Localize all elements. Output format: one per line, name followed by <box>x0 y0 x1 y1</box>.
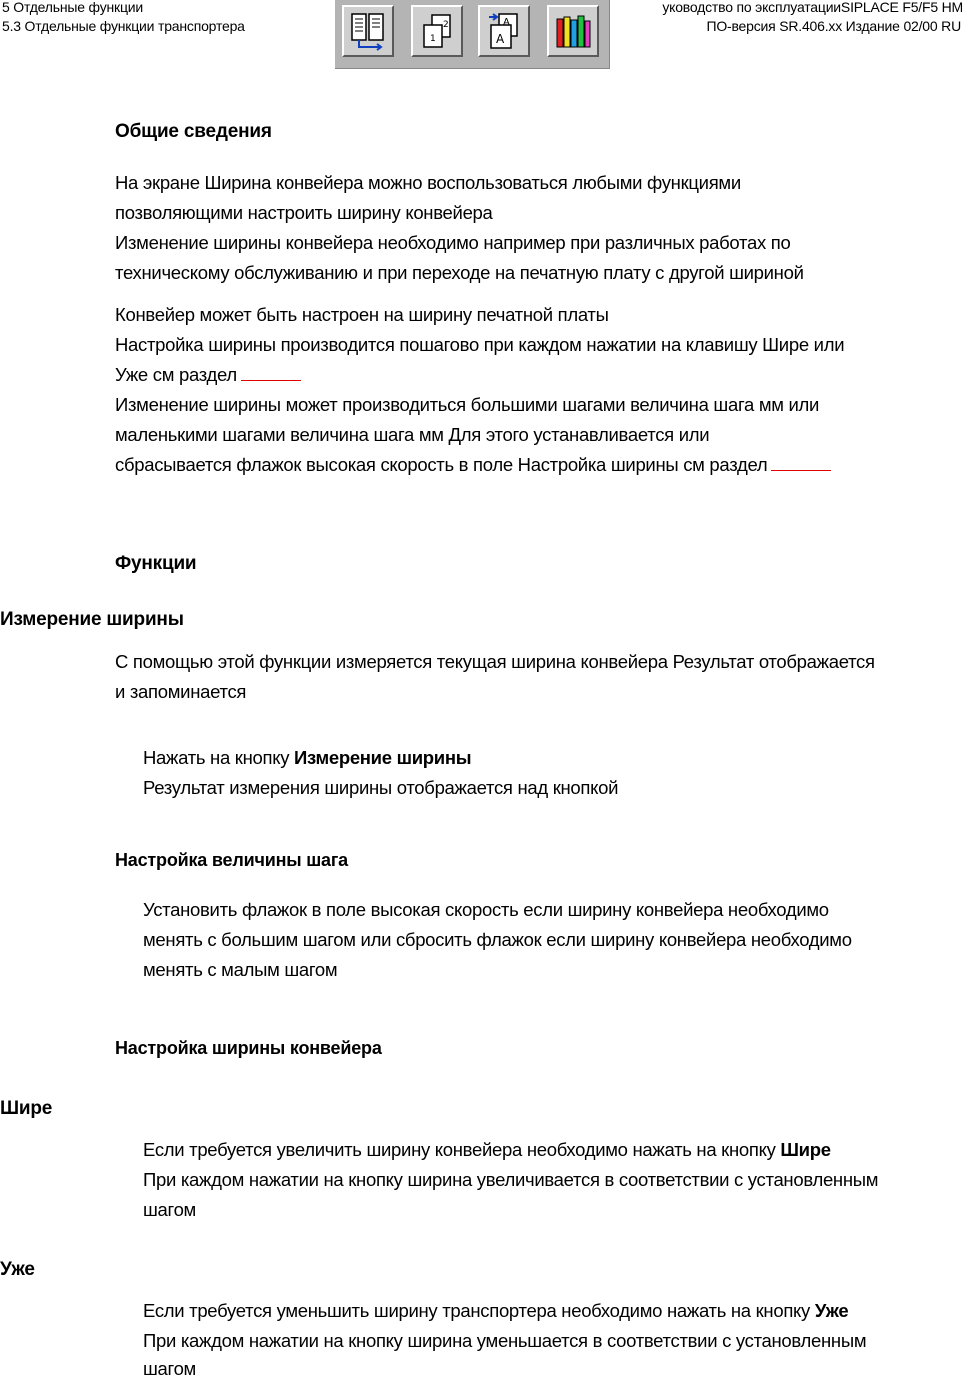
general-text-span: Уже см раздел <box>115 364 237 385</box>
chapter-label: 5 Отдельные функции <box>2 0 144 15</box>
step-size-line: Установить флажок в поле высокая скорость если ширину конвейера необходимо <box>143 899 829 920</box>
narrower-button-label: Уже <box>814 1300 849 1321</box>
narrower-title: Уже <box>0 1259 35 1280</box>
wider-title: Шире <box>0 1098 53 1119</box>
step-size-line: менять с большим шагом или сбросить флажок если ширину конвейера необходимо <box>143 929 852 950</box>
manual-title: уководство по эксплуатацииSIPLACE F5/F5 HM <box>662 0 963 15</box>
section-reference-link[interactable] <box>241 364 301 381</box>
general-text-line: Конвейер может быть настроен на ширину печатной платы <box>115 304 609 325</box>
measure-desc-line: С помощью этой функции измеряется текущая ширина конвейера Результат отображается <box>115 651 875 672</box>
general-text-line: позволяющими настроить ширину конвейера <box>115 202 493 223</box>
toolbar-button-layout[interactable] <box>342 5 394 57</box>
books-icon <box>553 11 593 51</box>
svg-text:2: 2 <box>443 20 449 30</box>
general-text-line: техническому обслуживанию и при переходе на печатную плату с другой шириной <box>115 262 804 283</box>
general-text-line: Настройка ширины производится пошагово при каждом нажатии на клавишу Шире или <box>115 334 845 355</box>
document-ab-icon <box>484 11 524 51</box>
general-text-line: маленькими шагами величина шага мм Для этого устанавливается или <box>115 424 710 445</box>
measure-result-line: Результат измерения ширины отображается над кнопкой <box>143 777 619 798</box>
wider-text: Если требуется увеличить ширину конвейера необходимо нажать на кнопку <box>143 1139 781 1160</box>
narrower-line: При каждом нажатии на кнопку ширина уменьшается в соответствии с установленным <box>143 1330 867 1351</box>
narrower-line: шагом <box>143 1358 196 1379</box>
wider-line: При каждом нажатии на кнопку ширина увеличивается в соответствии с установленным <box>143 1169 879 1190</box>
step-size-title: Настройка величины шага <box>115 850 348 870</box>
toolbar-button-pages[interactable] <box>411 5 463 57</box>
measure-step-text: Нажать на кнопку <box>143 747 295 768</box>
narrower-line <box>143 1296 848 1326</box>
measure-step-line <box>143 743 471 773</box>
toolbar <box>335 0 610 69</box>
version-line: ПО-версия SR.406.xx Издание 02/00 RU <box>706 18 961 34</box>
svg-text:A: A <box>496 32 505 46</box>
measure-width-button-label: Измерение ширины <box>294 747 472 768</box>
conveyor-width-title: Настройка ширины конвейера <box>115 1038 382 1058</box>
general-text-line: Изменение ширины конвейера необходимо например при различных работах по <box>115 232 791 253</box>
pages-icon <box>417 11 457 51</box>
section-reference-link[interactable] <box>771 454 831 471</box>
narrower-text: Если требуется уменьшить ширину транспортера необходимо нажать на кнопку <box>143 1300 815 1321</box>
general-text-line: На экране Ширина конвейера можно воспользоваться любыми функциями <box>115 172 741 193</box>
toolbar-button-document[interactable] <box>478 5 530 57</box>
layout-icon <box>348 11 388 51</box>
toolbar-button-books[interactable] <box>547 5 599 57</box>
section-label: 5.3 Отдельные функции транспортера <box>2 18 245 34</box>
general-text-line: Изменение ширины может производиться большими шагами величина шага мм или <box>115 394 820 415</box>
measure-width-title: Измерение ширины <box>0 609 184 630</box>
measure-desc-line: и запоминается <box>115 681 247 702</box>
wider-line: шагом <box>143 1199 196 1220</box>
wider-line <box>143 1135 831 1165</box>
svg-text:1: 1 <box>430 34 436 44</box>
general-text-line <box>115 450 831 480</box>
wider-button-label: Шире <box>780 1139 831 1160</box>
svg-text:A: A <box>503 17 510 28</box>
general-heading: Общие сведения <box>115 121 272 142</box>
general-text-line <box>115 360 301 390</box>
step-size-line: менять с малым шагом <box>143 959 338 980</box>
general-text-span: сбрасывается флажок высокая скорость в поле Настройка ширины см раздел <box>115 454 768 475</box>
functions-heading: Функции <box>115 553 197 574</box>
